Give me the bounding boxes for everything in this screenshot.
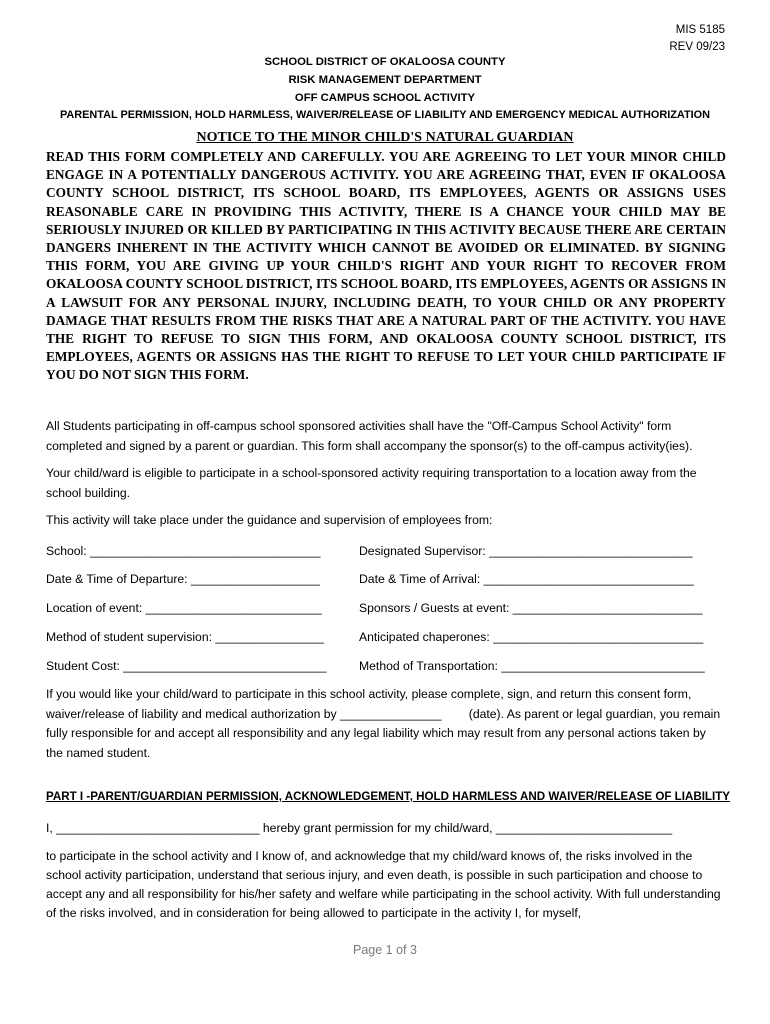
- form-revision: REV 09/23: [669, 41, 725, 53]
- student-cost-field[interactable]: Student Cost: ______________________________: [46, 659, 327, 673]
- chaperones-field[interactable]: Anticipated chaperones: _______________________________: [359, 630, 704, 644]
- notice-body: READ THIS FORM COMPLETELY AND CAREFULLY. YOU ARE AGREEING TO LET YOUR MINOR CHILD ENGAGE IN A POTENTIALLY DANGEROUS ACTIVITY. YOU ARE AGREEING THAT, EVEN IF OKALOOSA COUNTY SCHOOL DISTRICT, ITS SCHOOL BOARD, ITS EMPLOYEES, AGENTS OR ASSIGNS USES REASONABLE CARE IN PROVIDING THIS ACTIVITY, THERE IS A CHANCE YOUR CHILD MAY BE SERIOUSLY INJURED OR KILLED BY PARTICIPATING IN THIS ACTIVITY BECAUSE THERE ARE CERTAIN DANGERS INHERENT IN THE ACTIVITY WHICH CANNOT BE AVOIDED OR ELIMINATED. BY SIGNING THIS FORM, YOU ARE GIVING UP YOUR CHILD'S RIGHT AND YOUR RIGHT TO RECOVER FROM OKALOOSA COUNTY SCHOOL DISTRICT, ITS SCHOOL BOARD, ITS EMPLOYEES, AGENTS OR ASSIGNS IN A LAWSUIT FOR ANY PERSONAL INJURY, INCLUDING DEATH, TO YOUR CHILD OR ANY PROPERTY DAMAGE THAT RESULTS FROM THE RISKS THAT ARE A NATURAL PART OF THE ACTIVITY. YOU HAVE THE RIGHT TO REFUSE TO SIGN THIS FORM, AND OKALOOSA COUNTY SCHOOL DISTRICT, ITS EMPLOYEES, AGENTS OR ASSIGNS HAS THE RIGHT TO REFUSE TO LET YOUR CHILD PARTICIPATE IF YOU DO NOT SIGN THIS FORM.: [46, 149, 726, 383]
- supervision-paragraph: This activity will take place under the guidance and supervision of employees from:: [46, 513, 493, 527]
- sponsors-field[interactable]: Sponsors / Guests at event: ____________________________: [359, 601, 703, 615]
- school-field[interactable]: School: __________________________________: [46, 544, 321, 558]
- supervision-method-field[interactable]: Method of student supervision: ________________: [46, 630, 324, 644]
- department-heading: RISK MANAGEMENT DEPARTMENT: [288, 74, 482, 86]
- arrival-field[interactable]: Date & Time of Arrival: _______________________________: [359, 572, 694, 586]
- page-number: Page 1 of 3: [353, 943, 417, 957]
- district-heading: SCHOOL DISTRICT OF OKALOOSA COUNTY: [264, 56, 506, 68]
- participation-paragraph: All Students participating in off-campus school sponsored activities shall have the "Off-Campus School Activity" form completed and signed by a parent or guardian. This form shall accompany the sponsor(s) to the off-campus activity(ies).: [46, 419, 693, 453]
- consent-paragraph: If you would like your child/ward to participate in this school activity, please complete, sign, and return this consent form, waiver/release of liability and medical authorization by _______________ (date). As parent or legal guardian, you remain fully responsible for and accept all responsibility and any legal liability which may result from any personal actions taken by the named student.: [46, 687, 724, 760]
- location-field[interactable]: Location of event: __________________________: [46, 601, 322, 615]
- permission-grant-line[interactable]: I, ______________________________ hereby grant permission for my child/ward, __________________________: [46, 821, 673, 835]
- activity-heading: OFF CAMPUS SCHOOL ACTIVITY: [294, 92, 476, 104]
- form-identifier: [669, 22, 725, 56]
- transportation-field[interactable]: Method of Transportation: ______________________________: [359, 659, 705, 673]
- eligibility-paragraph: Your child/ward is eligible to participate in a school-sponsored activity requiring transportation to a location away from the school building.: [46, 466, 697, 500]
- form-number: MIS 5185: [675, 24, 725, 36]
- notice-title: NOTICE TO THE MINOR CHILD'S NATURAL GUARDIAN: [196, 130, 574, 145]
- form-title: PARENTAL PERMISSION, HOLD HARMLESS, WAIVER/RELEASE OF LIABILITY AND EMERGENCY MEDICAL AUTHORIZATION: [59, 109, 711, 121]
- designated-supervisor-field[interactable]: Designated Supervisor: ______________________________: [359, 544, 693, 558]
- departure-field[interactable]: Date & Time of Departure: ___________________: [46, 572, 320, 586]
- part1-title: PART I -PARENT/GUARDIAN PERMISSION, ACKNOWLEDGEMENT, HOLD HARMLESS AND WAIVER/RELEASE OF LIABILITY: [46, 790, 731, 803]
- part1-body: to participate in the school activity and I know of, and acknowledge that my child/ward knows of, the risks involved in the school activity participation, understand that serious injury, and even death, is possible in such participation and choose to accept any and all responsibility for his/her safety and welfare while participating in the school activity. With full understanding of the risks involved, and in consideration for being allowed to participate in the activity I, for myself,: [46, 849, 721, 920]
